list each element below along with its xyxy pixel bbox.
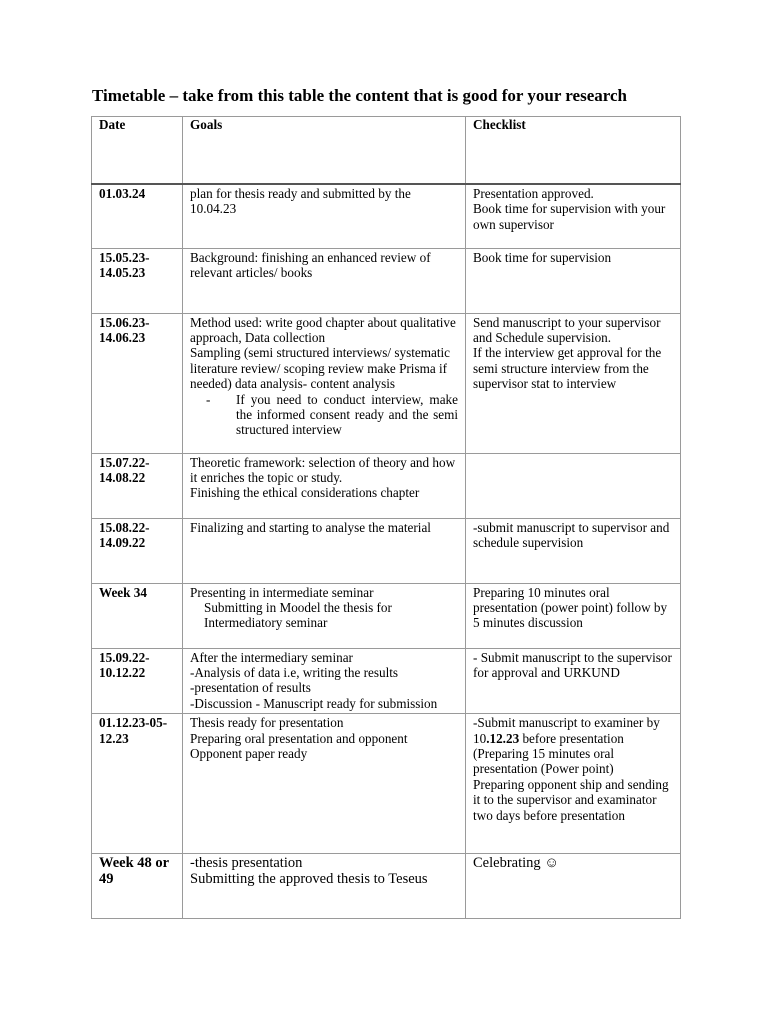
row-goals xyxy=(183,854,466,919)
goal-line: Sampling (semi structured interviews/ systematic literature review/ scoping review make Prisma if needed) data analysis- content analysis xyxy=(190,345,451,392)
checklist-text: -Submit manuscript to examiner by 10 xyxy=(473,715,660,746)
checklist-text: before presentation xyxy=(519,730,624,746)
table-row xyxy=(92,313,681,453)
goal-line: -thesis presentation xyxy=(190,855,303,872)
checklist-line xyxy=(473,715,673,746)
goal-line: Submitting the approved thesis to Teseus xyxy=(190,871,428,888)
row-date: 15.09.22-10.12.22 xyxy=(92,648,183,714)
goal-line: Theoretic framework: selection of theory and how it enriches the topic or study. xyxy=(190,454,456,485)
row-goals xyxy=(183,453,466,518)
row-checklist xyxy=(466,313,681,453)
page-title: Timetable – take from this table the content that is good for your research xyxy=(92,86,627,105)
goal-line: -presentation of results xyxy=(190,680,311,696)
header-goals: Goals xyxy=(183,117,466,185)
row-date: 15.07.22-14.08.22 xyxy=(92,453,183,518)
checklist-line: Send manuscript to your supervisor and Schedule supervision. xyxy=(473,314,661,345)
row-date: Week 48 or 49 xyxy=(92,854,183,919)
goal-line: -Analysis of data i.e, writing the results xyxy=(190,664,399,680)
table-row xyxy=(92,184,681,248)
row-date: 15.06.23-14.06.23 xyxy=(92,313,183,453)
table-row xyxy=(92,583,681,648)
goal-line: Presenting in intermediate seminar xyxy=(190,584,374,600)
row-date: Week 34 xyxy=(92,583,183,648)
row-goals xyxy=(183,313,466,453)
goal-line: Method used: write good chapter about qualitative approach, Data collection xyxy=(190,314,456,345)
table-row xyxy=(92,648,681,714)
goal-bullet xyxy=(190,392,458,438)
goal-line: After the intermediary seminar xyxy=(190,649,353,665)
header-date: Date xyxy=(92,117,183,185)
goal-line: Opponent paper ready xyxy=(190,745,308,761)
row-goals xyxy=(183,184,466,248)
checklist-date-bold: .12.23 xyxy=(486,730,520,746)
bullet-dash: - xyxy=(206,391,211,407)
row-date: 01.03.24 xyxy=(92,184,183,248)
table-row xyxy=(92,854,681,919)
row-goals xyxy=(183,518,466,583)
checklist-line: -submit manuscript to supervisor and schedule supervision xyxy=(473,519,670,550)
row-date: 15.08.22-14.09.22 xyxy=(92,518,183,583)
row-goals xyxy=(183,583,466,648)
row-checklist xyxy=(466,184,681,248)
goal-line: Finalizing and starting to analyse the material xyxy=(190,519,431,535)
goal-line: Background: finishing an enhanced review of relevant articles/ books xyxy=(190,249,431,280)
timetable xyxy=(91,116,681,919)
goal-line: Preparing oral presentation and opponent xyxy=(190,730,408,746)
row-goals xyxy=(183,248,466,313)
row-date: 15.05.23-14.05.23 xyxy=(92,248,183,313)
goal-line: Finishing the ethical considerations chapter xyxy=(190,485,420,501)
row-checklist xyxy=(466,648,681,714)
table-row xyxy=(92,248,681,313)
row-checklist xyxy=(466,583,681,648)
row-checklist xyxy=(466,248,681,313)
goal-line: Thesis ready for presentation xyxy=(190,715,344,731)
row-checklist xyxy=(466,854,681,919)
row-checklist xyxy=(466,453,681,518)
goal-line: Submitting in Moodel the thesis for Intermediatory seminar xyxy=(204,599,392,631)
checklist-line: Celebrating ☺ xyxy=(473,855,560,872)
table-row xyxy=(92,714,681,854)
table-header-row xyxy=(92,117,681,185)
table-row xyxy=(92,518,681,583)
checklist-line: Book time for supervision xyxy=(473,249,612,265)
header-checklist: Checklist xyxy=(466,117,681,185)
goal-line: -Discussion - Manuscript ready for submission xyxy=(190,695,438,711)
checklist-line: If the interview get approval for the semi structure interview from the supervisor stat to interview xyxy=(473,345,662,392)
checklist-line: - Submit manuscript to the supervisor for approval and URKUND xyxy=(473,649,672,680)
bullet-text: If you need to conduct interview, make the informed consent ready and the semi structured interview xyxy=(236,391,458,438)
row-date: 01.12.23-05-12.23 xyxy=(92,714,183,854)
goal-line: plan for thesis ready and submitted by the 10.04.23 xyxy=(190,186,411,217)
checklist-line: Presentation approved. xyxy=(473,186,594,201)
checklist-line: (Preparing 15 minutes oral presentation (Power point) xyxy=(473,745,614,777)
row-checklist xyxy=(466,714,681,854)
table-row xyxy=(92,453,681,518)
checklist-line: Book time for supervision with your own supervisor xyxy=(473,201,666,232)
row-goals xyxy=(183,648,466,714)
row-goals xyxy=(183,714,466,854)
row-checklist xyxy=(466,518,681,583)
checklist-line: Preparing opponent ship and sending it to the supervisor and examinator two days before presentation xyxy=(473,776,669,823)
checklist-line: Preparing 10 minutes oral presentation (power point) follow by 5 minutes discussion xyxy=(473,584,668,631)
